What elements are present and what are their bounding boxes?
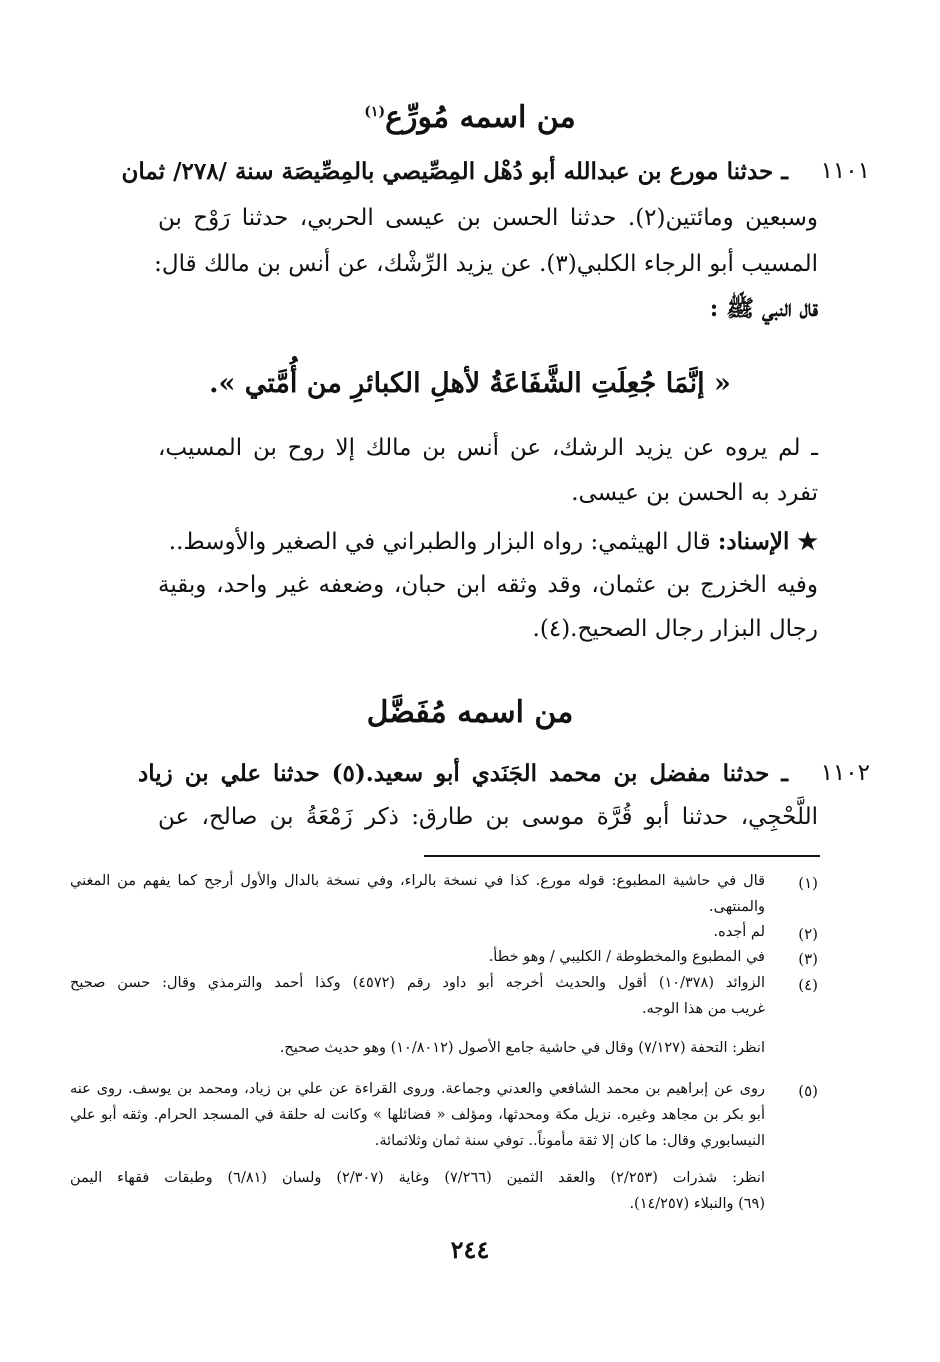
- entry-line: اللَّحْجِي، حدثنا أبو قُرَّة موسى بن طارق: ذكر زَمْعَةُ بن صالح، عن: [158, 804, 818, 830]
- footnote-line: انظر: التحفة (٧/١٢٧) وقال في حاشية جامع الأصول (١٠/٨٠١٢) وهو حديث صحيح.: [279, 1040, 765, 1056]
- entry-line: المسيب أبو الرجاء الكلبي(٣). عن يزيد الرِّشْك، عن أنس بن مالك قال:: [154, 251, 818, 277]
- note-line: ـ لم يروه عن يزيد الرشك، عن أنس بن مالك إلا روح بن المسيب،: [158, 435, 818, 461]
- footnote-number: (١): [798, 874, 818, 892]
- footnote-number: (٣): [798, 950, 818, 968]
- page-number: ٢٤٤: [450, 1235, 490, 1264]
- entry-line: قال النبي ﷺ :: [709, 295, 818, 322]
- footnote-divider: [424, 855, 820, 857]
- entry-number: ١١٠١: [820, 158, 870, 184]
- footnote-line: الزوائد (١٠/٣٧٨) أقول والحديث أخرجه أبو داود رقم (٤٥٧٢) وكذا أحمد والترمذي وقال: حسن صحيح: [70, 975, 766, 991]
- section-heading: من اسمه مُفَضَّل: [366, 695, 574, 730]
- footnote-number: (٤): [798, 976, 818, 994]
- hadith-text: « إنَّمَا جُعِلَتِ الشَّفَاعَةُ لأهلِ الكبائرِ من أُمَّتي ».: [209, 368, 731, 399]
- isnad-line: رجال البزار رجال الصحيح.(٤).: [532, 616, 818, 642]
- footnote-line: لم أجده.: [713, 924, 765, 940]
- footnote-line: في المطبوع والمخطوطة / الكليبي / وهو خطأ.: [488, 949, 765, 965]
- footnote-line: (٦٩) والنبلاء (١٤/٢٥٧).: [629, 1196, 765, 1212]
- entry-line: وسبعين ومائتين(٢). حدثنا الحسن بن عيسى الحربي، حدثنا رَوْح بن: [158, 205, 818, 231]
- footnote-line: قال في حاشية المطبوع: قوله مورع. كذا في نسخة بالراء، وفي نسخة بالدال والأول أرجح كما يفهم من المغني: [70, 873, 765, 889]
- note-line: تفرد به الحسن بن عيسى.: [571, 480, 818, 506]
- footnote-number: (٢): [798, 925, 818, 943]
- isnad-line: وفيه الخزرج بن عثمان، وقد وثقه ابن حبان، وضعفه غير واحد، وبقية: [158, 572, 818, 598]
- footnote-line: والمنتهى.: [709, 899, 765, 915]
- isnad-line: [158, 530, 818, 554]
- footnote-number: (٥): [798, 1082, 818, 1100]
- entry-line: ـ حدثنا مورع بن عبدالله أبو دُهْل المِصِّيصي بالمِصِّيصَة سنة /٢٧٨/ ثمان: [121, 158, 788, 185]
- footnote-line: النيسابوري وقال: ما كان إلا ثقة مأموناً.. توفي سنة ثمان وثلاثمائة.: [374, 1133, 765, 1149]
- footnote-line: انظر: شذرات (٢/٢٥٣) والعقد الثمين (٧/٢٦٦) وغاية (٢/٣٠٧) ولسان (٦/٨١) وطبقات فقهاء اليمن: [70, 1170, 765, 1186]
- section-heading: [0, 100, 940, 135]
- isnad-text: قال الهيثمي: رواه البزار والطبراني في الصغير والأوسط..: [168, 529, 711, 555]
- entry-number: ١١٠٢: [820, 760, 870, 786]
- footnote-line: روى عن إبراهيم بن محمد الشافعي والعدني وجماعة. وروى القراءة عن علي بن زياد، ومحمد بن يوسف. روى عنه: [70, 1081, 765, 1097]
- entry-line: ـ حدثنا مفضل بن محمد الجَنَدي أبو سعيد.(٥) حدثنا علي بن زياد: [138, 760, 788, 787]
- isnad-label: ★ الإسناد:: [717, 528, 818, 555]
- footnote-ref: (١): [364, 104, 386, 120]
- footnote-line: أبو بكر بن مجاهد وغيره. نزيل مكة ومحدثها، ومؤلف « فضائلها » وكانت له حلقة في المسجد الحرام. وثقه أبو علي: [70, 1107, 765, 1123]
- section-heading-text: من اسمه مُورِّع: [385, 100, 576, 135]
- footnote-line: غريب من هذا الوجه.: [641, 1001, 765, 1017]
